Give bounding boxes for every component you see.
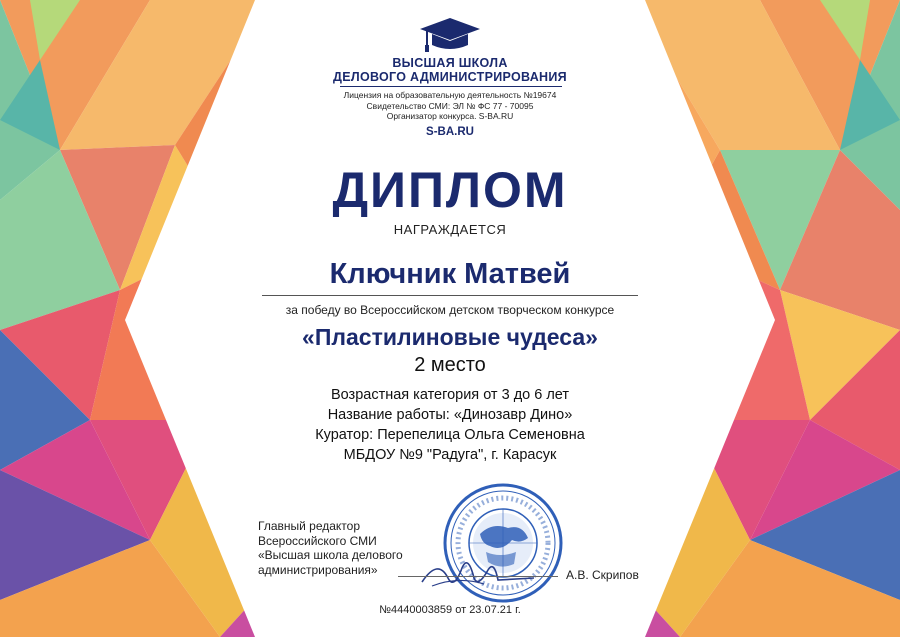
organization-name (0, 56, 900, 84)
license-info (0, 90, 900, 122)
organization-name-line2: ДЕЛОВОГО АДМИНИСТРИРОВАНИЯ (333, 70, 567, 84)
age-category: Возрастная категория от 3 до 6 лет (330, 387, 570, 403)
diploma-details (0, 385, 900, 465)
awarded-label: НАГРАЖДАЕТСЯ (393, 222, 507, 237)
institution: МБДОУ №9 "Радуга", г. Карасук (343, 447, 557, 463)
diploma-number: №4440003859 от 23.07.21 г. (379, 604, 521, 616)
license-text: Лицензия на образовательную деятельность №19674 (343, 90, 557, 100)
graduation-cap-icon (418, 16, 482, 54)
recipient-underline (262, 295, 638, 296)
diploma-title: ДИПЛОМ (332, 162, 568, 218)
editor-title (258, 519, 403, 577)
organizer-text: Организатор конкурса. S-BA.RU (386, 111, 514, 121)
editor-line-2: Всероссийского СМИ (258, 533, 377, 548)
editor-line-3: «Высшая школа делового (258, 548, 403, 562)
certificate-text: Свидетельство СМИ: ЭЛ № ФС 77 - 70095 (366, 100, 534, 111)
contest-name: «Пластилиновые чудеса» (302, 324, 598, 350)
handwritten-signature (418, 548, 538, 594)
work-title: Название работы: «Динозавр Дино» (327, 407, 573, 423)
place-label: 2 место (414, 354, 486, 376)
curator: Куратор: Перепелица Ольга Семеновна (315, 427, 585, 443)
editor-line-4: администрирования» (258, 562, 378, 577)
award-reason: за победу во Всероссийском детском творческом конкурсе (285, 303, 615, 317)
signer-name: А.В. Скрипов (566, 568, 639, 582)
signature-line (398, 576, 558, 577)
recipient-name: Ключник Матвей (329, 258, 571, 290)
site-name: S-BA.RU (426, 126, 474, 138)
organization-divider (340, 86, 562, 87)
organization-name-line1: ВЫСШАЯ ШКОЛА (392, 56, 508, 70)
editor-line-1: Главный редактор (258, 519, 361, 533)
